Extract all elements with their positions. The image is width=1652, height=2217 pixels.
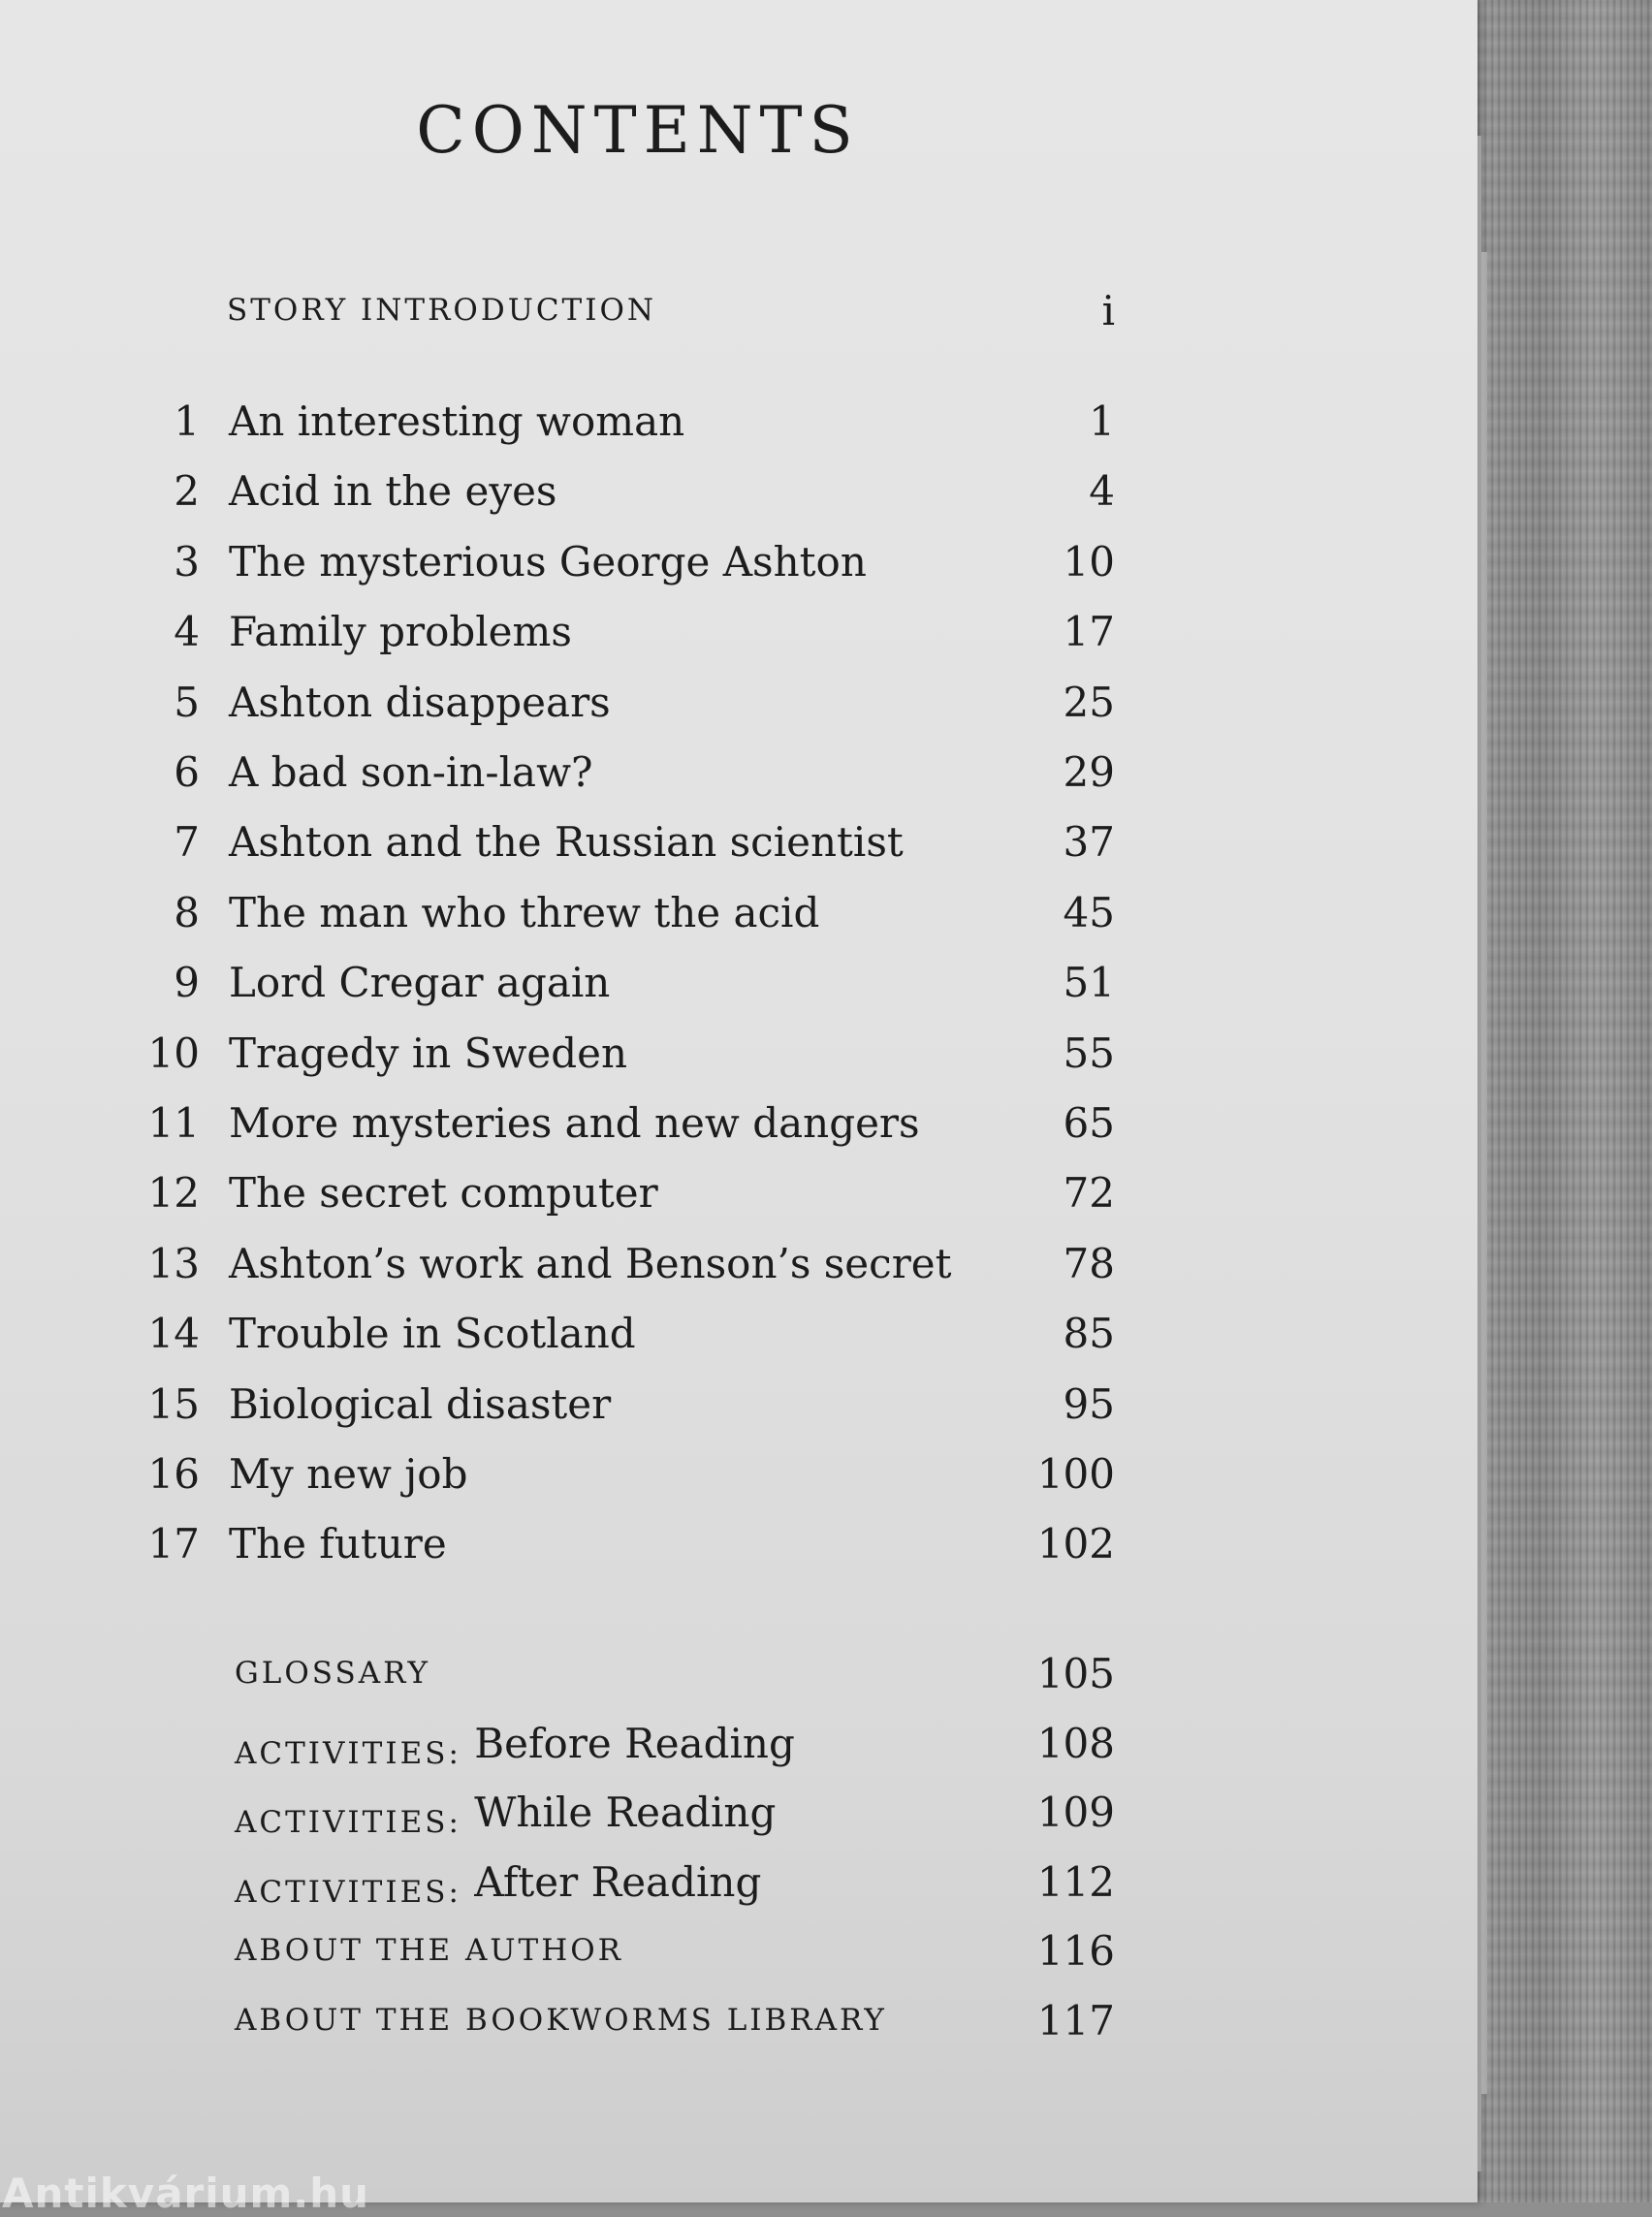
chapter-number: 1 [174, 397, 200, 445]
chapter-row [0, 1450, 1477, 1508]
chapter-title: The man who threw the acid [229, 888, 820, 936]
chapter-page: 4 [1089, 467, 1115, 516]
chapter-row [0, 1240, 1477, 1298]
back-matter-prefix: ACTIVITIES: [235, 1735, 461, 1771]
page-stack-edge [1481, 252, 1487, 2094]
back-matter-label [235, 1719, 795, 1771]
back-matter-row [0, 1789, 1477, 1847]
chapter-page: 10 [1063, 537, 1115, 586]
story-introduction-label: STORY INTRODUCTION [227, 293, 656, 328]
chapter-number: 5 [174, 678, 200, 726]
chapter-row [0, 889, 1477, 947]
chapter-title: Acid in the eyes [229, 467, 557, 516]
chapter-title: The secret computer [229, 1169, 658, 1218]
chapter-title: The future [229, 1520, 447, 1568]
back-matter-row [0, 1858, 1477, 1916]
chapter-row [0, 748, 1477, 807]
chapter-number: 16 [147, 1450, 200, 1498]
chapter-page: 78 [1063, 1239, 1115, 1287]
chapter-page: 51 [1063, 959, 1115, 1007]
chapter-number: 12 [147, 1169, 200, 1218]
chapter-number: 11 [147, 1099, 200, 1147]
back-matter-prefix: GLOSSARY [235, 1656, 430, 1691]
back-matter-label [235, 1997, 887, 2038]
chapter-page: 17 [1063, 608, 1115, 656]
chapter-number: 13 [147, 1239, 200, 1287]
chapter-title: Ashton and the Russian scientist [229, 818, 904, 867]
chapter-row [0, 538, 1477, 596]
chapter-title: Ashton disappears [229, 678, 611, 726]
back-matter-suffix: While Reading [474, 1789, 777, 1836]
chapter-row [0, 1169, 1477, 1227]
back-matter-row [0, 1720, 1477, 1778]
chapter-number: 4 [174, 608, 200, 656]
back-matter-row [0, 1927, 1477, 1985]
back-matter-page: 117 [1036, 1996, 1115, 2044]
chapter-row [0, 608, 1477, 666]
chapter-row [0, 397, 1477, 456]
back-matter-suffix: Before Reading [474, 1719, 795, 1767]
chapter-number: 14 [147, 1310, 200, 1358]
chapter-title: An interesting woman [229, 397, 685, 445]
back-matter-label [235, 1927, 623, 1968]
back-matter-prefix: ABOUT THE BOOKWORMS LIBRARY [235, 2002, 887, 2038]
chapter-row [0, 679, 1477, 737]
chapter-page: 45 [1063, 888, 1115, 936]
chapter-title: Tragedy in Sweden [229, 1029, 628, 1077]
chapter-page: 102 [1036, 1520, 1115, 1568]
chapter-row [0, 1380, 1477, 1439]
chapter-title: Trouble in Scotland [229, 1310, 636, 1358]
chapter-title: Lord Cregar again [229, 959, 611, 1007]
watermark: Antikvárium.hu [2, 2169, 370, 2217]
story-introduction-page: i [1101, 287, 1115, 334]
chapter-title: Family problems [229, 608, 572, 656]
back-matter-page: 109 [1036, 1789, 1115, 1836]
chapter-page: 1 [1089, 397, 1115, 445]
chapter-title: Biological disaster [229, 1379, 612, 1428]
chapter-title: Ashton’s work and Benson’s secret [229, 1239, 952, 1287]
back-matter-label [235, 1857, 762, 1910]
chapter-number: 8 [174, 888, 200, 936]
chapter-number: 15 [147, 1379, 200, 1428]
chapter-row [0, 1029, 1477, 1088]
back-matter-row [0, 1997, 1477, 2055]
chapter-page: 29 [1063, 748, 1115, 796]
chapter-row [0, 467, 1477, 525]
back-matter-prefix: ACTIVITIES: [235, 1805, 461, 1840]
chapter-page: 37 [1063, 818, 1115, 867]
back-matter-suffix: After Reading [474, 1857, 762, 1906]
chapter-page: 95 [1063, 1379, 1115, 1428]
back-matter-label [235, 1789, 777, 1840]
back-matter-row [0, 1650, 1477, 1708]
chapter-page: 85 [1063, 1310, 1115, 1358]
chapter-page: 55 [1063, 1029, 1115, 1077]
chapter-row [0, 1520, 1477, 1578]
chapter-number: 3 [174, 537, 200, 586]
chapter-page: 25 [1063, 678, 1115, 726]
chapter-page: 72 [1063, 1169, 1115, 1218]
back-matter-page: 105 [1036, 1650, 1115, 1697]
chapter-row [0, 959, 1477, 1017]
chapter-number: 6 [174, 748, 200, 796]
chapter-number: 17 [147, 1520, 200, 1568]
back-matter-prefix: ABOUT THE AUTHOR [235, 1933, 623, 1968]
page-title: CONTENTS [416, 93, 860, 168]
chapter-page: 100 [1036, 1450, 1115, 1498]
back-matter-label [235, 1650, 430, 1691]
chapter-number: 2 [174, 467, 200, 516]
chapter-number: 9 [174, 959, 200, 1007]
story-introduction-row [0, 287, 1477, 345]
chapter-title: A bad son-in-law? [229, 748, 593, 796]
chapter-title: More mysteries and new dangers [229, 1099, 920, 1147]
chapter-row [0, 1099, 1477, 1157]
chapter-row [0, 1310, 1477, 1368]
back-matter-page: 108 [1036, 1719, 1115, 1767]
chapter-number: 7 [174, 818, 200, 867]
chapter-number: 10 [147, 1029, 200, 1077]
back-matter-prefix: ACTIVITIES: [235, 1874, 461, 1910]
chapter-title: My new job [229, 1450, 468, 1498]
background-texture [1464, 0, 1652, 2202]
back-matter-page: 116 [1036, 1927, 1115, 1975]
chapter-row [0, 818, 1477, 876]
chapter-title: The mysterious George Ashton [229, 537, 867, 586]
chapter-page: 65 [1063, 1099, 1115, 1147]
back-matter-page: 112 [1036, 1857, 1115, 1906]
